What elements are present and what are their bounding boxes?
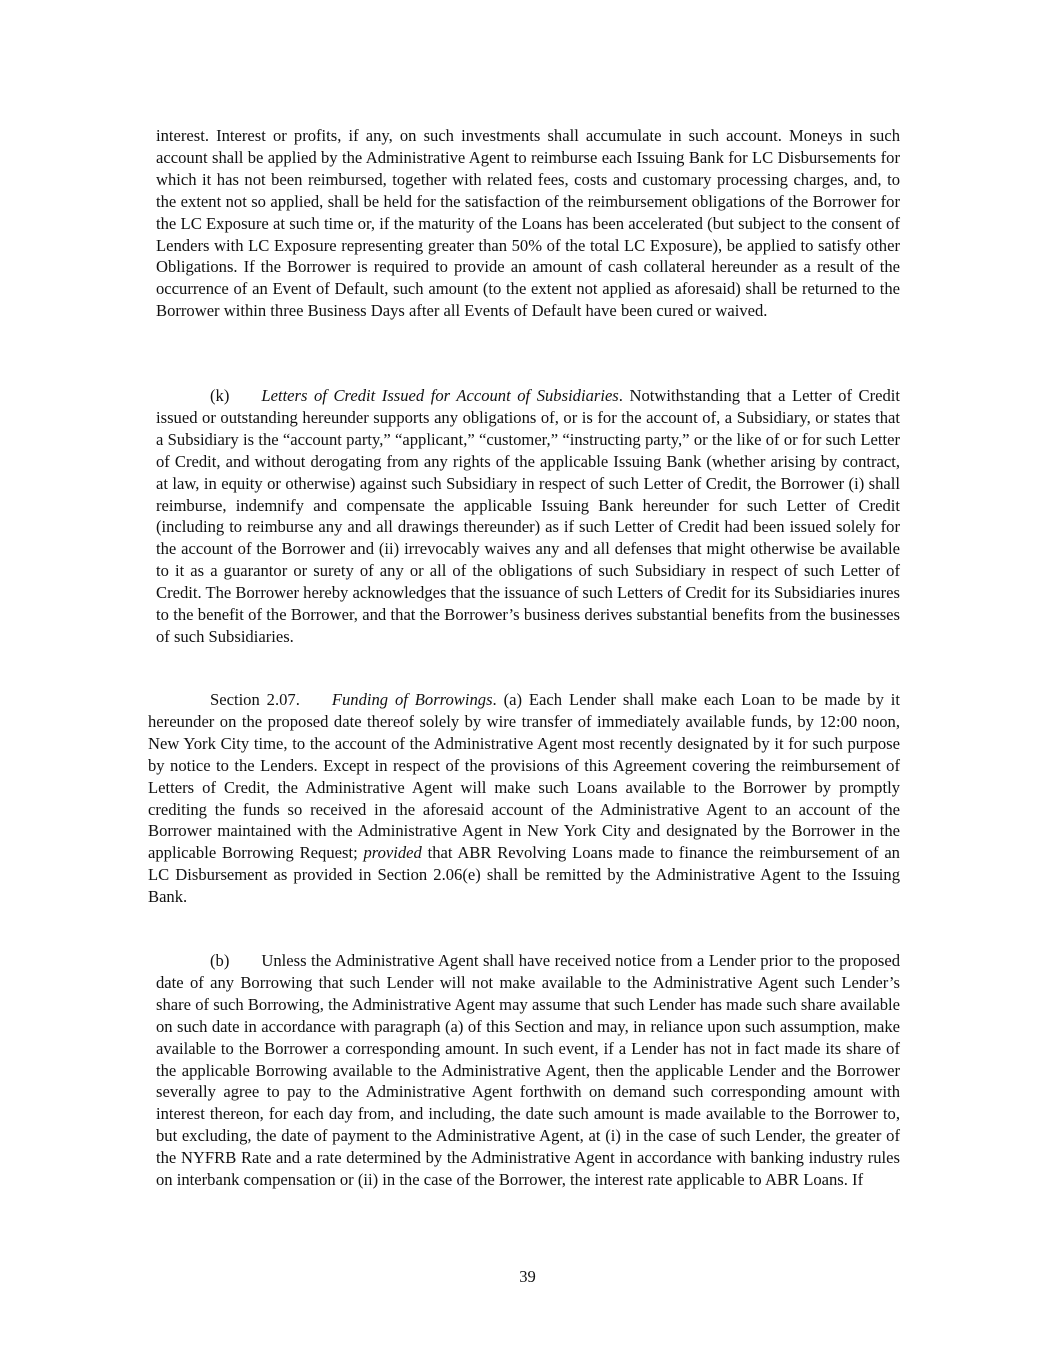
section-2-07-body-a: . (a) Each Lender shall make each Loan to be made by it hereunder on the proposed date thereof solely by wire transfer of immediately available funds, by 12:00 noon, New York City time, to the account of the Administrative Agent most recently designated by it for such purpose by notice to the Lenders. Except in respect of the provisions of this Agreement covering the reimbursement of Letters of Credit, the Administrative Agent will make such Loans available to the Borrower by promptly crediting the funds so received in the aforesaid account of the Administrative Agent to an account of the Borrower maintained with the Administrative Agent in New York City and designated by the Borrower in the applicable Borrowing Request;	[148, 690, 901, 863]
paragraph-carryover	[156, 125, 900, 322]
paragraph-b-body: Unless the Administrative Agent shall have received notice from a Lender prior to the proposed date of any Borrowing that such Lender will not make available to the Administrative Agent such Lender’s share of such Borrowing, the Administrative Agent may assume that such Lender has made such share available on such date in accordance with paragraph (a) of this Section and may, in reliance upon such assumption, make available to the Borrower a corresponding amount. In such event, if a Lender has not in fact made its share of the applicable Borrowing available to the Administrative Agent, then the applicable Lender and the Borrower severally agree to pay to the Administrative Agent forthwith on demand such corresponding amount with interest thereon, for each day from, and including, the date such amount is made available to the Borrower to, but excluding, the date of payment to the Administrative Agent, at (i) in the case of such Lender, the greater of the NYFRB Rate and a rate determined by the Administrative Agent in accordance with banking industry rules on interbank compensation or (ii) in the case of the Borrower, the interest rate applicable to ABR Loans. If	[156, 951, 900, 1190]
paragraph-k-heading: Letters of Credit Issued for Account of Subsidiaries	[261, 386, 619, 405]
section-2-07-heading: Funding of Borrowings	[331, 690, 493, 709]
paragraph-b	[156, 950, 900, 1191]
section-2-07-number: Section 2.07.	[210, 690, 300, 709]
section-2-07	[148, 689, 900, 908]
page-number: 39	[519, 1267, 536, 1286]
section-2-07-body-b: that ABR Revolving Loans made to finance the reimbursement of an LC Disbursement as provided in Section 2.06(e) shall be remitted by the Administrative Agent to the Issuing Bank.	[148, 843, 900, 907]
paragraph-k-label: (k)	[210, 386, 230, 405]
paragraph-k-body: . Notwithstanding that a Letter of Credit issued or outstanding hereunder supports any obligations of, or is for the account of, a Subsidiary, or states that a Subsidiary is the “account party,” “applicant,” “customer,” “instructing party,” or the like of or for such Letter of Credit, and without derogating from any rights of the applicable Issuing Bank (whether arising by contract, at law, in equity or otherwise) against such Subsidiary in respect of such Letter of Credit, the Borrower (i) shall reimburse, indemnify and compensate the applicable Issuing Bank hereunder for such Letter of Credit (including to reimburse any and all drawings thereunder) as if such Letter of Credit had been issued solely for the account of the Borrower and (ii) irrevocably waives any and all defenses that might otherwise be available to it as a guarantor or surety of any or all of the obligations of such Subsidiary in respect of such Letter of Credit. The Borrower hereby acknowledges that the issuance of such Letters of Credit for its Subsidiaries inures to the benefit of the Borrower, and that the Borrower’s business derives substantial benefits from the businesses of such Subsidiaries.	[156, 386, 900, 646]
paragraph-carryover-text: interest. Interest or profits, if any, on such investments shall accumulate in such account. Moneys in such account shall be applied by the Administrative Agent to reimburse each Issuing Bank for LC Disbursements for which it has not been reimbursed, together with related fees, costs and customary processing charges, and, to the extent not so applied, shall be held for the satisfaction of the reimbursement obligations of the Borrower for the LC Exposure at such time or, if the maturity of the Loans has been accelerated (but subject to the consent of Lenders with LC Exposure representing greater than 50% of the total LC Exposure), be applied to satisfy other Obligations. If the Borrower is required to provide an amount of cash collateral hereunder as a result of the occurrence of an Event of Default, such amount (to the extent not applied as aforesaid) shall be returned to the Borrower within three Business Days after all Events of Default have been cured or waived.	[156, 126, 900, 321]
paragraph-k	[156, 385, 900, 648]
paragraph-b-label: (b)	[210, 951, 230, 970]
section-2-07-provided: provided	[363, 843, 422, 863]
